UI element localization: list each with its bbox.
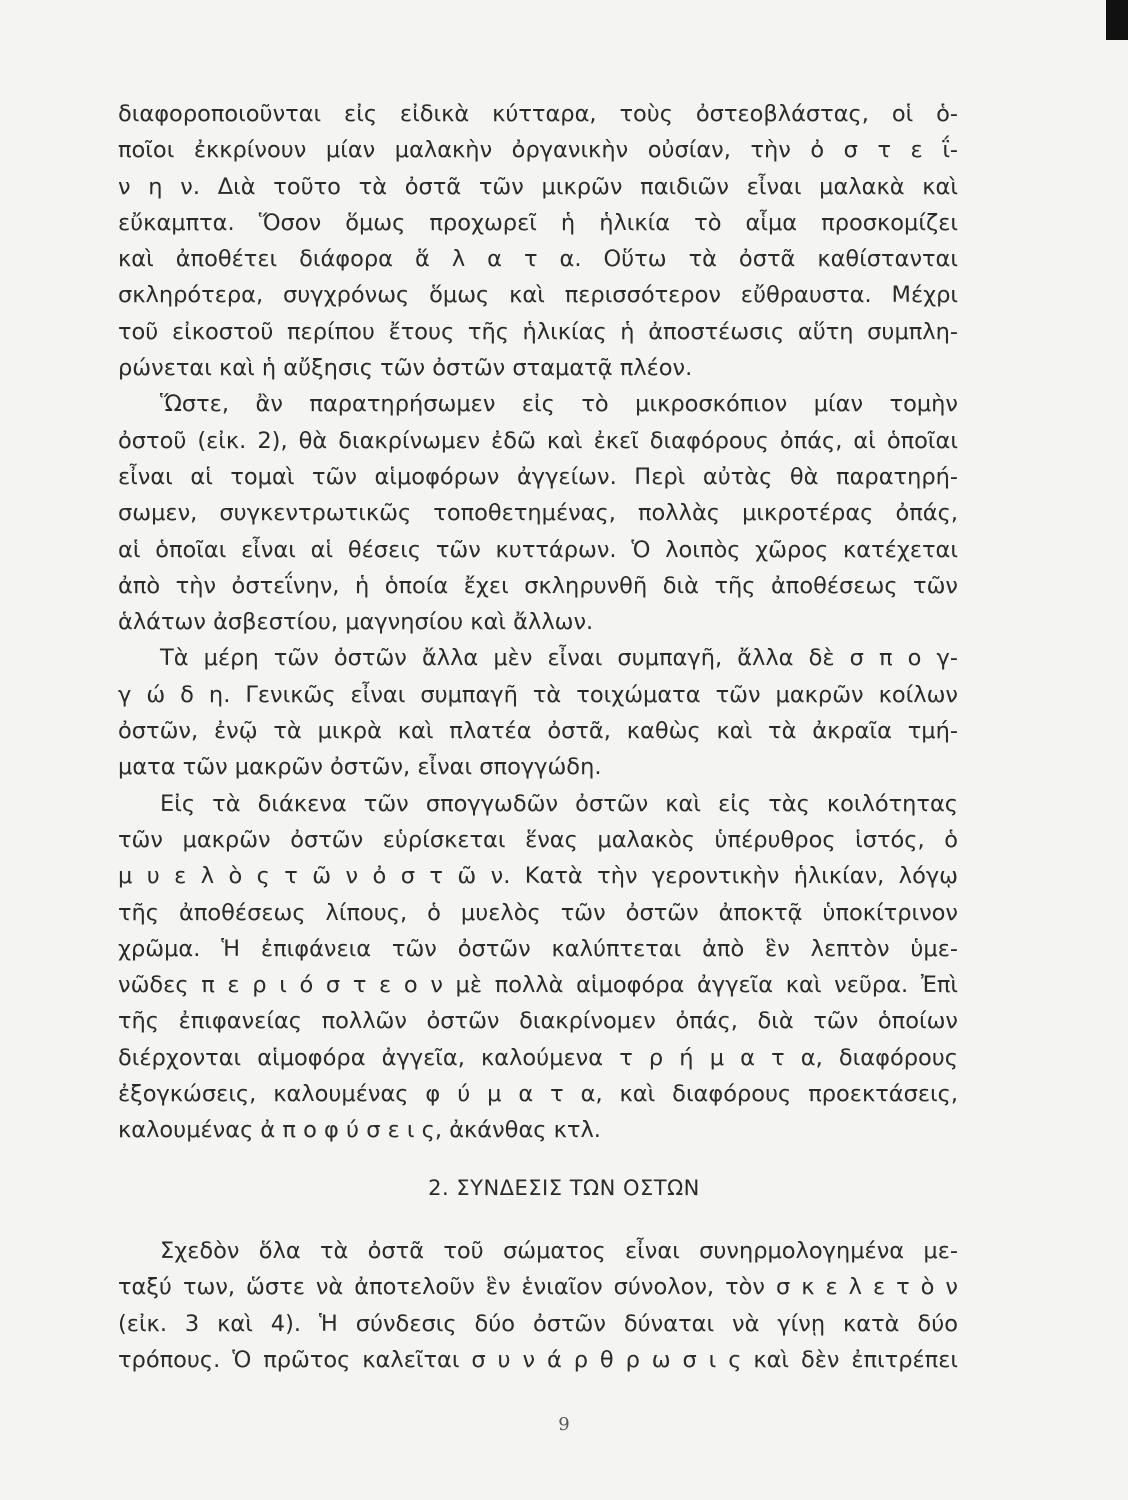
text-line: ν η ν. Διὰ τοῦτο τὰ ὀστᾶ τῶν μικρῶν παιδιῶν εἶναι μαλακὰ καὶ: [118, 173, 958, 200]
text-line: καλουμένας ἀ π ο φ ύ σ ε ι ς, ἀκάνθας κτλ.: [118, 1117, 601, 1144]
text-line: ἀπὸ τὴν ὀστεΐνην, ἡ ὁποία ἔχει σκληρυνθῆ διὰ τῆς ἀποθέσεως τῶν: [118, 572, 958, 599]
text-line: ὀστοῦ (εἰκ. 2), θὰ διακρίνωμεν ἐδῶ καὶ ἐκεῖ διαφόρους ὀπάς, αἱ ὁποῖαι: [118, 427, 958, 454]
text-line: ρώνεται καὶ ἡ αὔξησις τῶν ὀστῶν σταματᾷ πλέον.: [118, 355, 693, 382]
body-text-block-2: [118, 1233, 958, 1378]
text-line: διαφοροποιοῦνται εἰς εἰδικὰ κύτταρα, τοὺς ὀστεοβλάστας, οἱ ὁ-: [118, 101, 958, 127]
section-heading: 2. ΣΥΝΔΕΣΙΣ ΤΩΝ ΟΣΤΩΝ: [428, 1176, 700, 1200]
text-line: αἱ ὁποῖαι εἶναι αἱ θέσεις τῶν κυττάρων. Ὁ λοιπὸς χῶρος κατέχεται: [118, 536, 958, 563]
text-line: τῆς ἐπιφανείας πολλῶν ὀστῶν διακρίνομεν ὀπάς, διὰ τῶν ὁποίων: [118, 1008, 958, 1035]
text-line: τρόπους. Ὁ πρῶτος καλεῖται σ υ ν ά ρ θ ρ ω σ ι ς καὶ δὲν ἐπιτρέπει: [118, 1346, 958, 1373]
page-number: 9: [558, 1414, 570, 1435]
text-line: ἁλάτων ἀσβεστίου, μαγνησίου καὶ ἄλλων.: [118, 609, 594, 636]
text-line: σκληρότερα, συγχρόνως ὅμως καὶ περισσότερον εὔθραυστα. Μέχρι: [118, 282, 958, 309]
text-line: γ ώ δ η. Γενικῶς εἶναι συμπαγῆ τὰ τοιχώματα τῶν μακρῶν κοίλων: [118, 681, 958, 708]
text-line: ταξύ των, ὥστε νὰ ἀποτελοῦν ἓν ἑνιαῖον σύνολον, τὸν σ κ ε λ ε τ ὸ ν: [118, 1274, 958, 1301]
text-line: ὀστῶν, ἐνῷ τὰ μικρὰ καὶ πλατέα ὀστᾶ, καθὼς καὶ τὰ ἀκραῖα τμή-: [118, 718, 958, 745]
text-line: ματα τῶν μακρῶν ὀστῶν, εἶναι σπογγώδη.: [118, 754, 602, 781]
text-line: Εἰς τὰ διάκενα τῶν σπογγωδῶν ὀστῶν καὶ εἰς τὰς κοιλότητας: [160, 790, 958, 817]
text-line: (εἰκ. 3 καὶ 4). Ἡ σύνδεσις δύο ὀστῶν δύναται νὰ γίνῃ κατὰ δύο: [118, 1310, 958, 1337]
text-line: ἐξογκώσεις, καλουμένας φ ύ μ α τ α, καὶ διαφόρους προεκτάσεις,: [118, 1081, 958, 1108]
text-line: Τὰ μέρη τῶν ὀστῶν ἄλλα μὲν εἶναι συμπαγῆ, ἄλλα δὲ σ π ο γ-: [160, 645, 958, 672]
text-line: μ υ ε λ ὸ ς τ ῶ ν ὀ σ τ ῶ ν. Κατὰ τὴν γεροντικὴν ἡλικίαν, λόγῳ: [118, 863, 958, 890]
text-line: Σχεδὸν ὅλα τὰ ὀστᾶ τοῦ σώματος εἶναι συνηρμολογημένα με-: [160, 1238, 958, 1264]
text-line: εὔκαμπτα. Ὅσον ὅμως προχωρεῖ ἡ ἡλικία τὸ αἷμα προσκομίζει: [118, 209, 958, 236]
text-line: καὶ ἀποθέτει διάφορα ἅ λ α τ α. Οὕτω τὰ ὀστᾶ καθίστανται: [118, 246, 958, 273]
text-line: εἶναι αἱ τομαὶ τῶν αἱμοφόρων ἀγγείων. Περὶ αὐτὰς θὰ παρατηρή-: [118, 463, 958, 490]
text-line: τῆς ἀποθέσεως λίπους, ὁ μυελὸς τῶν ὀστῶν ἀποκτᾷ ὑποκίτρινον: [118, 899, 958, 926]
text-line: νῶδες π ε ρ ι ό σ τ ε ο ν μὲ πολλὰ αἱμοφόρα ἀγγεῖα καὶ νεῦρα. Ἐπὶ: [118, 972, 958, 999]
text-line: χρῶμα. Ἡ ἐπιφάνεια τῶν ὀστῶν καλύπτεται ἀπὸ ἓν λεπτὸν ὑμε-: [118, 935, 958, 962]
text-line: Ὥστε, ἂν παρατηρήσωμεν εἰς τὸ μικροσκόπιον μίαν τομὴν: [160, 391, 958, 418]
text-line: διέρχονται αἱμοφόρα ἀγγεῖα, καλούμενα τ ρ ή μ α τ α, διαφόρους: [118, 1044, 958, 1071]
body-text-block-1: [118, 96, 958, 1149]
text-line: ποῖοι ἐκκρίνουν μίαν μαλακὴν ὀργανικὴν οὐσίαν, τὴν ὀ σ τ ε ΐ-: [118, 137, 958, 164]
text-line: τῶν μακρῶν ὀστῶν εὑρίσκεται ἕνας μαλακὸς ὑπέρυθρος ἱστός, ὁ: [118, 826, 958, 853]
text-line: τοῦ εἰκοστοῦ περίπου ἔτους τῆς ἡλικίας ἡ ἀποστέωσις αὕτη συμπλη-: [118, 318, 958, 345]
scan-edge: [1106, 0, 1128, 40]
text-line: σωμεν, συγκεντρωτικῶς τοποθετημένας, πολλὰς μικροτέρας ὀπάς,: [118, 500, 958, 527]
